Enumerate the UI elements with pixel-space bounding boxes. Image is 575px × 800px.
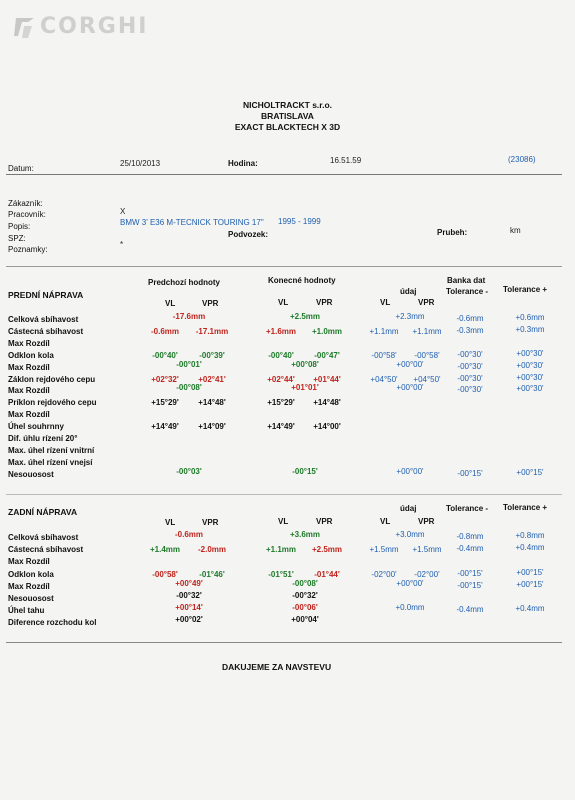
col-vl: VL [278, 298, 289, 307]
previous-vl-value: -0.6mm [150, 326, 179, 336]
row-label: Max Rozdíl [8, 386, 50, 396]
divider [6, 174, 562, 175]
mileage-unit: km [510, 226, 521, 235]
bank-vl-value: +1.1mm [369, 326, 399, 336]
date-label: Datum: [8, 164, 34, 173]
tolerance-minus-value: -00°30' [457, 373, 483, 383]
col-vl: VL [380, 298, 391, 307]
bank-vpr-value: -00°58' [414, 350, 440, 360]
vehicle-years: 1995 - 1999 [278, 217, 321, 226]
tolerance-plus-value: +0.8mm [515, 531, 545, 540]
final-vpr-value: +2.5mm [311, 545, 343, 555]
row-label: Max Rozdíl [8, 338, 50, 348]
row-label: Max. úhel rízení vnitrní [8, 445, 95, 455]
col-previous: Predchozí hodnoty [148, 278, 220, 287]
tolerance-minus-value: -0.4mm [456, 605, 484, 615]
time-value: 16.51.59 [330, 156, 362, 165]
final-value: -00°08' [292, 578, 318, 588]
tolerance-plus-value: +0.4mm [515, 543, 545, 553]
tolerance-minus-value: -0.6mm [456, 314, 484, 323]
previous-value: +00°14' [175, 603, 203, 613]
col-tol-plus: Tolerance + [503, 503, 548, 512]
previous-value: -00°01' [176, 359, 202, 369]
col-tol-minus: Tolerance - [446, 287, 489, 296]
previous-vpr-value: -17.1mm [195, 326, 229, 336]
date-value: 25/10/2013 [120, 159, 161, 168]
previous-vl-value: +14°49' [151, 422, 179, 432]
final-vpr-value: -00°47' [314, 350, 340, 360]
final-value: +2.5mm [289, 312, 321, 321]
final-value: +3.6mm [289, 530, 321, 539]
final-value: -00°06' [292, 603, 318, 613]
previous-value: -17.6mm [172, 312, 206, 321]
front-axle-title: PREDNÍ NÁPRAVA [8, 290, 84, 300]
final-vl-value: +1.6mm [265, 326, 297, 336]
row-label: Úhel tahu [8, 606, 45, 616]
final-vpr-value: +14°00' [313, 422, 341, 432]
row-label: Celková sbíhavost [8, 533, 79, 542]
description-label: Popis: [8, 222, 31, 231]
notes-value: * [120, 240, 124, 249]
col-vpr: VPR [418, 517, 435, 526]
final-vl-value: -01°51' [268, 569, 294, 579]
row-label: Max Rozdíl [8, 557, 50, 567]
bank-vpr-value: +04°50' [413, 374, 441, 384]
col-tol-plus: Tolerance + [503, 285, 548, 294]
col-vpr: VPR [316, 517, 333, 526]
notes-label: Poznamky: [8, 245, 48, 254]
worker-label: Pracovník: [8, 210, 46, 219]
final-vl-value: -00°40' [268, 350, 294, 360]
col-tol-minus: Tolerance - [446, 504, 489, 513]
row-label: Max. úhel rízení vnejsí [8, 457, 93, 467]
final-value: +00°08' [291, 359, 319, 369]
previous-vpr-value: -01°46' [199, 569, 225, 579]
col-vpr: VPR [202, 299, 219, 308]
final-vpr-value: +01°44' [313, 374, 341, 384]
chassis-label: Podvozek: [228, 230, 269, 239]
tolerance-plus-value: +00°15' [516, 579, 544, 589]
bank-vpr-value: +1.5mm [412, 545, 442, 555]
previous-vl-value: +02°32' [151, 374, 179, 384]
previous-vpr-value: +02°41' [198, 374, 226, 384]
bank-value: +3.0mm [395, 530, 425, 539]
tolerance-plus-value: +00°15' [516, 467, 544, 477]
final-vpr-value: -01°44' [314, 569, 340, 579]
tolerance-plus-value: +0.3mm [515, 324, 545, 334]
tolerance-plus-value: +00°30' [516, 348, 544, 358]
tolerance-plus-value: +0.6mm [515, 313, 545, 322]
row-label: Odklon kola [8, 569, 54, 579]
bank-vl-value: +1.5mm [369, 545, 399, 555]
previous-value: -0.6mm [174, 530, 203, 539]
mileage-label: Prubeh: [437, 228, 468, 237]
final-value: -00°32' [292, 591, 318, 600]
bank-value: +00°00' [396, 383, 424, 393]
row-label: Nesouosost [8, 594, 54, 603]
tolerance-minus-value: -0.8mm [456, 532, 484, 541]
tolerance-plus-value: +00°30' [516, 372, 544, 382]
rear-axle-title: ZADNÍ NÁPRAVA [8, 507, 78, 517]
divider [6, 266, 562, 267]
tolerance-minus-value: -0.4mm [456, 544, 484, 554]
row-label: Príklon rejdového cepu [8, 398, 97, 408]
col-vl: VL [380, 517, 391, 526]
previous-value: -00°32' [176, 591, 202, 600]
col-vpr: VPR [202, 518, 219, 527]
previous-vl-value: +1.4mm [149, 545, 181, 555]
bank-vpr-value: +1.1mm [412, 326, 442, 336]
divider [6, 494, 562, 495]
row-label: Max Rozdíl [8, 581, 50, 591]
tolerance-plus-value: +00°30' [516, 360, 544, 370]
final-vl-value: +14°49' [267, 422, 295, 432]
tolerance-minus-value: -00°30' [457, 385, 483, 395]
row-label: Záklon rejdového cepu [8, 374, 96, 384]
previous-vl-value: +15°29' [151, 398, 179, 408]
record-id: (23086) [508, 155, 536, 164]
final-vl-value: +02°44' [267, 374, 295, 384]
divider [6, 642, 562, 643]
corghi-logo-icon [14, 14, 36, 40]
row-label: Cástecná sbíhavost [8, 545, 84, 555]
tolerance-minus-value: -00°15' [457, 568, 483, 578]
time-label: Hodina: [228, 159, 258, 168]
previous-vpr-value: +14°09' [198, 422, 226, 432]
tolerance-minus-value: -00°30' [457, 361, 483, 371]
col-final: Konecné hodnoty [268, 276, 336, 285]
tolerance-plus-value: +0.4mm [515, 604, 545, 614]
bank-value: +0.0mm [395, 603, 425, 613]
customer-label: Zákazník: [8, 199, 43, 208]
tolerance-minus-value: -00°15' [457, 468, 483, 478]
row-label: Odklon kola [8, 350, 54, 360]
previous-value: +00°02' [175, 615, 203, 625]
final-vpr-value: +14°48' [313, 398, 341, 408]
final-vl-value: +15°29' [267, 398, 295, 408]
bank-value: +00°00' [396, 466, 424, 476]
company-city: BRATISLAVA [261, 111, 314, 121]
tolerance-minus-value: -00°30' [457, 349, 483, 359]
previous-vpr-value: +14°48' [198, 398, 226, 408]
footer-thanks: DAKUJEME ZA NAVSTEVU [222, 662, 332, 672]
row-label: Diference rozchodu kol [8, 618, 97, 628]
row-label: Cástecná sbíhavost [8, 326, 84, 336]
col-vl: VL [165, 299, 176, 308]
row-label: Max Rozdíl [8, 410, 50, 420]
previous-value: -00°08' [176, 383, 202, 393]
col-vl: VL [278, 517, 289, 526]
final-vl-value: +1.1mm [265, 545, 297, 555]
row-label: Max Rozdíl [8, 362, 50, 372]
col-vpr: VPR [418, 298, 435, 307]
company-name: NICHOLTRACKT s.r.o. [242, 100, 333, 110]
bank-vl-value: -02°00' [371, 569, 397, 579]
device-name: EXACT BLACKTECH X 3D [234, 122, 341, 132]
col-bank: Banka dat [447, 276, 486, 285]
logo-text: CORGHI [40, 14, 149, 39]
previous-vl-value: -00°40' [152, 350, 178, 360]
spz-label: SPZ: [8, 234, 26, 243]
bank-vl-value: -00°58' [371, 350, 397, 360]
row-label: Dif. úhlu rízení 20° [8, 434, 78, 443]
previous-vpr-value: -00°39' [199, 350, 225, 360]
worker-value: X [120, 207, 126, 216]
previous-value: +00°49' [175, 578, 203, 588]
tolerance-minus-value: -00°15' [457, 580, 483, 590]
previous-value: -00°03' [176, 466, 202, 476]
previous-vpr-value: -2.0mm [197, 545, 226, 555]
col-data: údaj [400, 504, 417, 513]
previous-vl-value: -00°58' [152, 569, 178, 579]
row-label: Nesouosost [8, 469, 54, 479]
vehicle-description: BMW 3' E36 M-TECNICK TOURING 17" [120, 218, 264, 227]
final-value: +00°04' [291, 615, 319, 625]
tolerance-plus-value: +00°30' [516, 384, 544, 394]
tolerance-plus-value: +00°15' [516, 567, 544, 577]
bank-value: +2.3mm [395, 312, 425, 321]
final-value: -00°15' [292, 466, 318, 476]
row-label: Úhel souhrnny [8, 422, 65, 432]
tolerance-minus-value: -0.3mm [456, 325, 484, 335]
final-vpr-value: +1.0mm [311, 326, 343, 336]
final-value: +01°01' [291, 383, 319, 393]
col-vl: VL [165, 518, 176, 527]
col-data: údaj [400, 287, 417, 296]
bank-vl-value: +04°50' [370, 374, 398, 384]
bank-value: +00°00' [396, 359, 424, 369]
col-vpr: VPR [316, 298, 333, 307]
row-label: Celková sbíhavost [8, 315, 79, 324]
bank-vpr-value: -02°00' [414, 569, 440, 579]
bank-value: +00°00' [396, 578, 424, 588]
